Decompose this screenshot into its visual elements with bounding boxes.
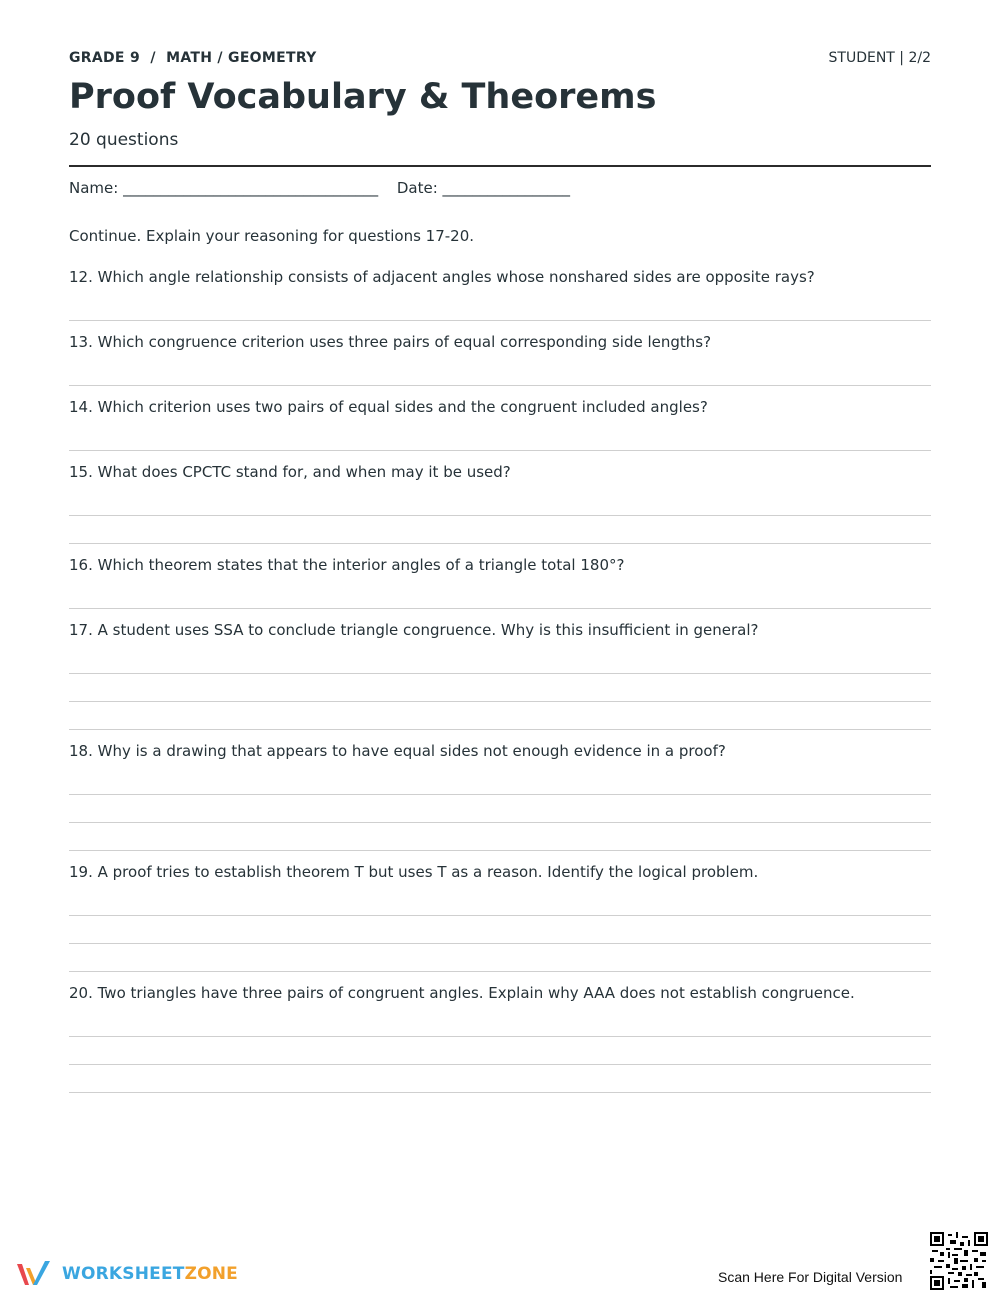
answer-line[interactable]	[69, 543, 931, 544]
answer-line[interactable]	[69, 971, 931, 972]
answer-line[interactable]	[69, 1092, 931, 1093]
date-field[interactable]: Date: _________________	[396, 179, 571, 197]
name-field[interactable]: Name: __________________________________	[69, 179, 379, 197]
student-info-row	[69, 179, 584, 197]
answer-line[interactable]	[69, 1036, 931, 1037]
answer-line[interactable]	[69, 822, 931, 823]
question-text: 19. A proof tries to establish theorem T but uses T as a reason. Identify the logical problem.	[69, 863, 759, 881]
brand-logo[interactable]	[14, 1258, 254, 1290]
answer-line[interactable]	[69, 385, 931, 386]
answer-line[interactable]	[69, 729, 931, 730]
question-text: 17. A student uses SSA to conclude triangle congruence. Why is this insufficient in general?	[69, 621, 759, 639]
answer-line[interactable]	[69, 608, 931, 609]
answer-line[interactable]	[69, 701, 931, 702]
page-indicator: STUDENT | 2/2	[828, 50, 931, 66]
answer-line[interactable]	[69, 673, 931, 674]
question-count: 20 questions	[69, 130, 179, 150]
answer-line[interactable]	[69, 943, 931, 944]
question-text: 12. Which angle relationship consists of adjacent angles whose nonshared sides are opposite rays?	[69, 268, 815, 286]
answer-line[interactable]	[69, 320, 931, 321]
question-text: 18. Why is a drawing that appears to have equal sides not enough evidence in a proof?	[69, 742, 726, 760]
header-divider	[69, 165, 931, 167]
instructions: Continue. Explain your reasoning for questions 17-20.	[69, 227, 475, 245]
answer-line[interactable]	[69, 1064, 931, 1065]
page-title: Proof Vocabulary & Theorems	[69, 77, 657, 117]
brand-name-part1: WORKSHEET	[62, 1264, 185, 1284]
qr-code-icon[interactable]	[930, 1232, 988, 1290]
question-text: 14. Which criterion uses two pairs of equal sides and the congruent included angles?	[69, 398, 708, 416]
worksheetzone-logo-icon	[14, 1258, 54, 1290]
brand-name-part2: ZONE	[184, 1264, 238, 1284]
answer-line[interactable]	[69, 450, 931, 451]
question-text: 13. Which congruence criterion uses three pairs of equal corresponding side lengths?	[69, 333, 712, 351]
header-meta	[69, 50, 931, 70]
breadcrumb: GRADE 9 / MATH / GEOMETRY	[69, 50, 317, 66]
question-text: 20. Two triangles have three pairs of congruent angles. Explain why AAA does not establish congruence.	[69, 984, 855, 1002]
answer-line[interactable]	[69, 515, 931, 516]
question-text: 15. What does CPCTC stand for, and when may it be used?	[69, 463, 511, 481]
answer-line[interactable]	[69, 850, 931, 851]
question-text: 16. Which theorem states that the interior angles of a triangle total 180°?	[69, 556, 625, 574]
answer-line[interactable]	[69, 794, 931, 795]
brand-name	[62, 1264, 238, 1284]
answer-line[interactable]	[69, 915, 931, 916]
scan-caption: Scan Here For Digital Version	[718, 1269, 903, 1285]
